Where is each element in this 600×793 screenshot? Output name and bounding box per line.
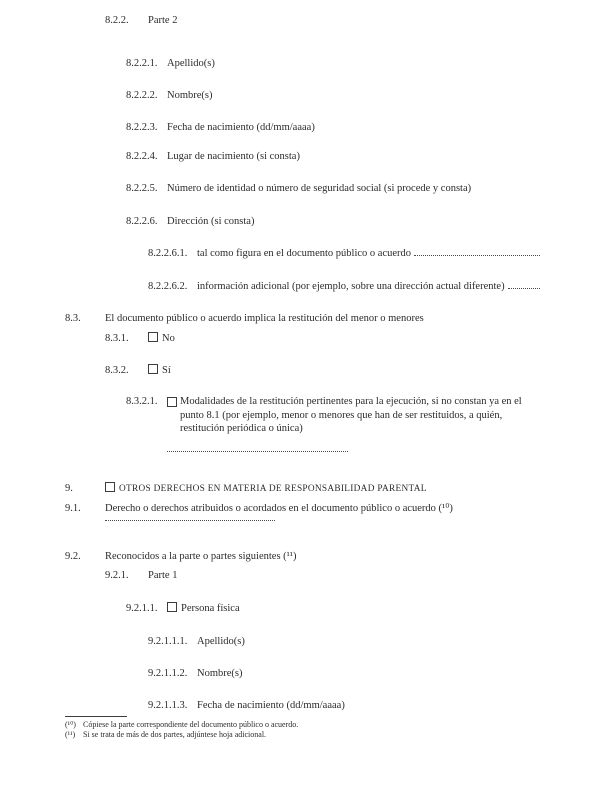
form-item-8-2-2-6-1	[148, 247, 540, 261]
form-item-8-3-2	[105, 364, 171, 378]
form-item-8-2-2-3	[126, 121, 315, 135]
item-number: 8.2.2.2.	[126, 90, 158, 101]
item-number: 9.2.	[65, 551, 81, 562]
footnote-11	[65, 730, 266, 740]
item-number: 9.2.1.1.1.	[148, 636, 188, 647]
item-number: 8.3.	[65, 313, 81, 324]
form-item-9-2-1-1-3	[148, 699, 345, 713]
item-label: Lugar de nacimiento (si consta)	[167, 151, 300, 162]
form-item-8-2-2-5	[126, 182, 471, 196]
item-number: 9.1.	[65, 503, 81, 514]
item-number: 8.3.1.	[105, 333, 129, 344]
footnote-text: Cópiese la parte correspondiente del documento público o acuerdo.	[83, 720, 299, 729]
form-item-8-3	[65, 312, 424, 326]
dotted-entry-line[interactable]	[105, 520, 275, 521]
item-label: Nombre(s)	[197, 668, 243, 679]
item-number: 8.2.2.6.1.	[148, 248, 188, 259]
footnote-10	[65, 720, 298, 730]
form-item-8-2-2	[105, 14, 177, 28]
item-label: Sí	[162, 365, 171, 376]
item-label: Reconocidos a la parte o partes siguientes (¹¹)	[105, 551, 297, 562]
item-label: Derecho o derechos atribuidos o acordados en el documento público o acuerdo (¹⁰)	[105, 503, 453, 514]
item-number: 8.2.2.3.	[126, 122, 158, 133]
form-item-9-2	[65, 550, 296, 564]
item-label: información adicional (por ejemplo, sobre una dirección actual diferente)	[197, 281, 505, 292]
form-item-9	[65, 482, 427, 497]
item-number: 9.2.1.1.3.	[148, 700, 188, 711]
checkbox-no[interactable]	[148, 332, 158, 342]
form-item-9-2-1-1-2	[148, 667, 243, 681]
footnote-divider	[65, 716, 127, 717]
item-label: Modalidades de la restitución pertinentes para la ejecución, si no constan ya en el punto 8.1 (por ejemplo, menor o menores que han de ser restituidos, a quién, restitución periódica o única)	[180, 396, 522, 434]
form-item-8-2-2-2	[126, 89, 213, 103]
item-number: 9.2.1.	[105, 570, 129, 581]
checkbox-otros-derechos[interactable]	[105, 482, 115, 492]
form-item-9-1	[65, 502, 453, 516]
footnote-marker: (¹⁰)	[65, 720, 76, 729]
item-label: Fecha de nacimiento (dd/mm/aaaa)	[197, 700, 345, 711]
item-number: 8.2.2.6.2.	[148, 281, 188, 292]
dotted-entry-line[interactable]	[414, 255, 540, 256]
item-label: Nombre(s)	[167, 90, 213, 101]
item-label: Fecha de nacimiento (dd/mm/aaaa)	[167, 122, 315, 133]
form-item-9-2-1-1	[126, 602, 240, 616]
footnote-marker: (¹¹)	[65, 730, 76, 739]
item-number: 8.2.2.6.	[126, 216, 158, 227]
item-label: Número de identidad o número de seguridad social (si procede y consta)	[167, 183, 472, 194]
form-item-8-3-2-1	[126, 395, 530, 436]
form-item-8-2-2-6-2	[148, 280, 540, 294]
item-number: 8.2.2.4.	[126, 151, 158, 162]
form-item-8-3-1	[105, 332, 175, 346]
item-number: 8.2.2.1.	[126, 58, 158, 69]
dotted-entry-line[interactable]	[167, 451, 348, 452]
checkbox-modalidades[interactable]	[167, 397, 177, 407]
item-number: 8.2.2.5.	[126, 183, 158, 194]
item-label: tal como figura en el documento público o acuerdo	[197, 248, 412, 259]
item-label: El documento público o acuerdo implica la restitución del menor o menores	[105, 313, 424, 324]
form-item-8-2-2-4	[126, 150, 300, 164]
item-label: Apellido(s)	[167, 58, 215, 69]
dotted-entry-line[interactable]	[508, 288, 540, 289]
checkbox-persona-fisica[interactable]	[167, 602, 177, 612]
item-number: 8.3.2.	[105, 365, 129, 376]
form-item-8-2-2-1	[126, 57, 215, 71]
checkbox-si[interactable]	[148, 364, 158, 374]
item-label: Persona física	[181, 603, 240, 614]
item-label: Apellido(s)	[197, 636, 245, 647]
item-number: 9.2.1.1.2.	[148, 668, 188, 679]
form-item-9-2-1	[105, 569, 177, 583]
form-item-9-2-1-1-1	[148, 635, 245, 649]
item-number: 8.2.2.	[105, 15, 129, 26]
item-label: Parte 2	[148, 15, 178, 26]
section-heading: OTROS DERECHOS EN MATERIA DE RESPONSABILIDAD PARENTAL	[119, 484, 427, 494]
form-item-8-2-2-6	[126, 215, 254, 229]
item-number: 9.	[65, 483, 73, 494]
item-number: 9.2.1.1.	[126, 603, 158, 614]
footnote-text: Si se trata de más de dos partes, adjúntese hoja adicional.	[83, 730, 267, 739]
item-number: 8.3.2.1.	[126, 396, 158, 407]
item-label: Parte 1	[148, 570, 178, 581]
item-label: No	[162, 333, 175, 344]
item-label: Dirección (si consta)	[167, 216, 255, 227]
